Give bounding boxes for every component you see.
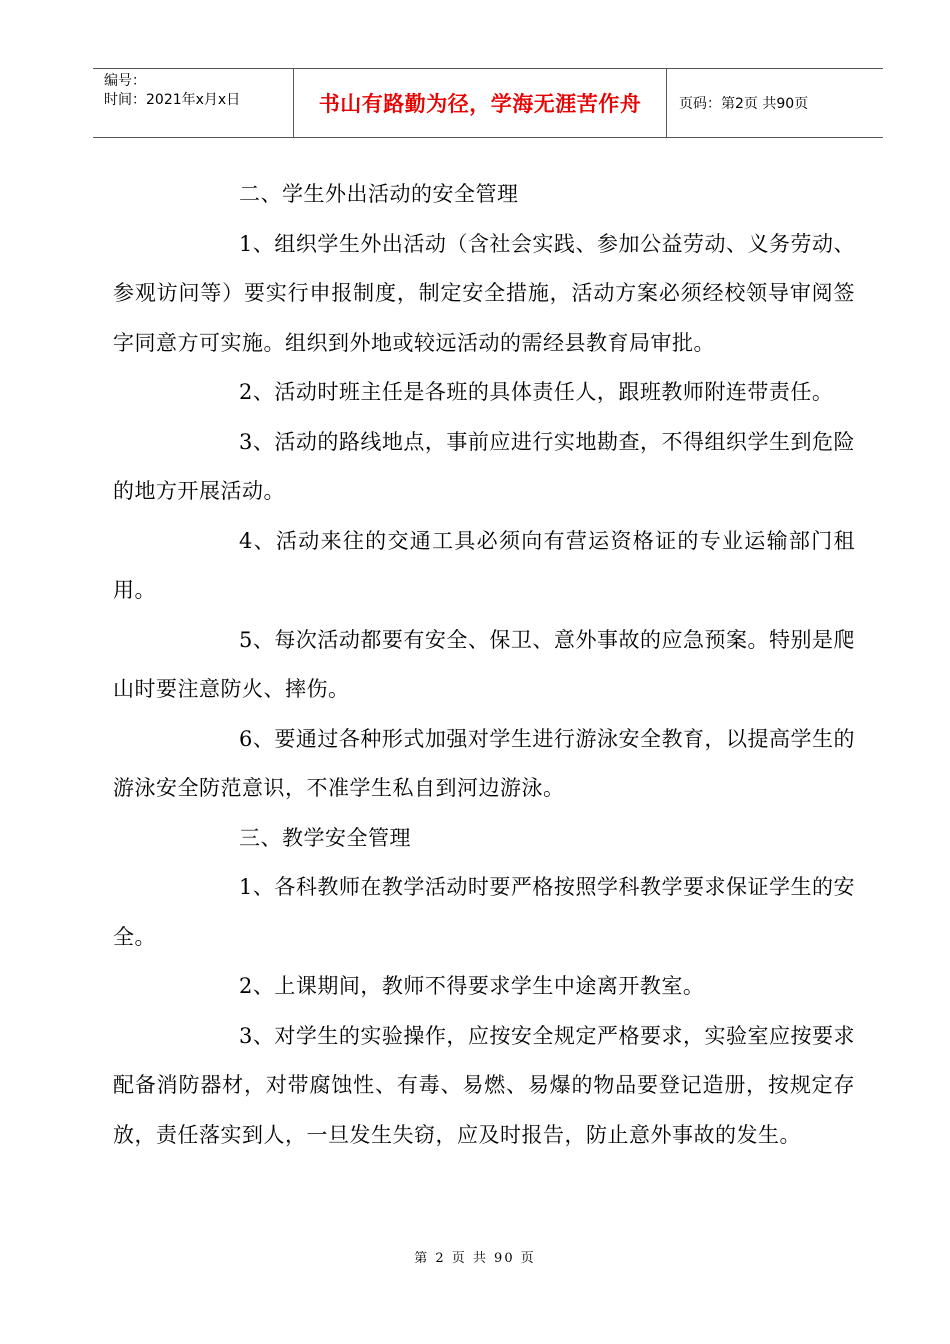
- paragraph: 3、对学生的实验操作，应按安全规定严格要求，实验室应按要求配备消防器材，对带腐蚀性、有毒、易燃、易爆的物品要登记造册，按规定存放，责任落实到人，一旦发生失窃，应及时报告，防止意外事故的发生。: [113, 1023, 855, 1147]
- paragraph: 5、每次活动都要有安全、保卫、意外事故的应急预案。特别是爬山时要注意防火、摔伤。: [113, 627, 855, 701]
- document-number-label: 编号：: [104, 73, 146, 89]
- header-page-info: 页码：第2页 共90页: [679, 96, 809, 112]
- header-meta: [93, 69, 294, 137]
- paragraph: 2、活动时班主任是各班的具体责任人，跟班教师附连带责任。: [239, 380, 834, 404]
- page-footer: 第 2 页 共 90 页: [414, 1251, 536, 1266]
- paragraph: 6、要通过各种形式加强对学生进行游泳安全教育，以提高学生的游泳安全防范意识，不准学生私自到河边游泳。: [113, 726, 855, 800]
- section-heading: 三、教学安全管理: [239, 825, 411, 850]
- header-slogan: 书山有路勤为径，学海无涯苦作舟: [294, 69, 667, 137]
- paragraph: 1、组织学生外出活动（含社会实践、参加公益劳动、义务劳动、参观访问等）要实行申报制度，制定安全措施，活动方案必须经校领导审阅签字同意方可实施。组织到外地或较远活动的需经县教育局审批。: [113, 231, 855, 355]
- paragraph: 4、活动来往的交通工具必须向有营运资格证的专业运输部门租用。: [113, 528, 855, 602]
- paragraph: 3、活动的路线地点，事前应进行实地勘查，不得组织学生到危险的地方开展活动。: [113, 429, 855, 503]
- section-heading: 二、学生外出活动的安全管理: [239, 182, 519, 206]
- paragraph: 1、各科教师在教学活动时要严格按照学科教学要求保证学生的安全。: [113, 875, 855, 949]
- document-time-label: 时间：2021年x月x日: [104, 92, 241, 108]
- paragraph: 2、上课期间，教师不得要求学生中途离开教室。: [239, 974, 705, 998]
- page-header: [93, 68, 883, 138]
- document-body: [113, 170, 855, 1160]
